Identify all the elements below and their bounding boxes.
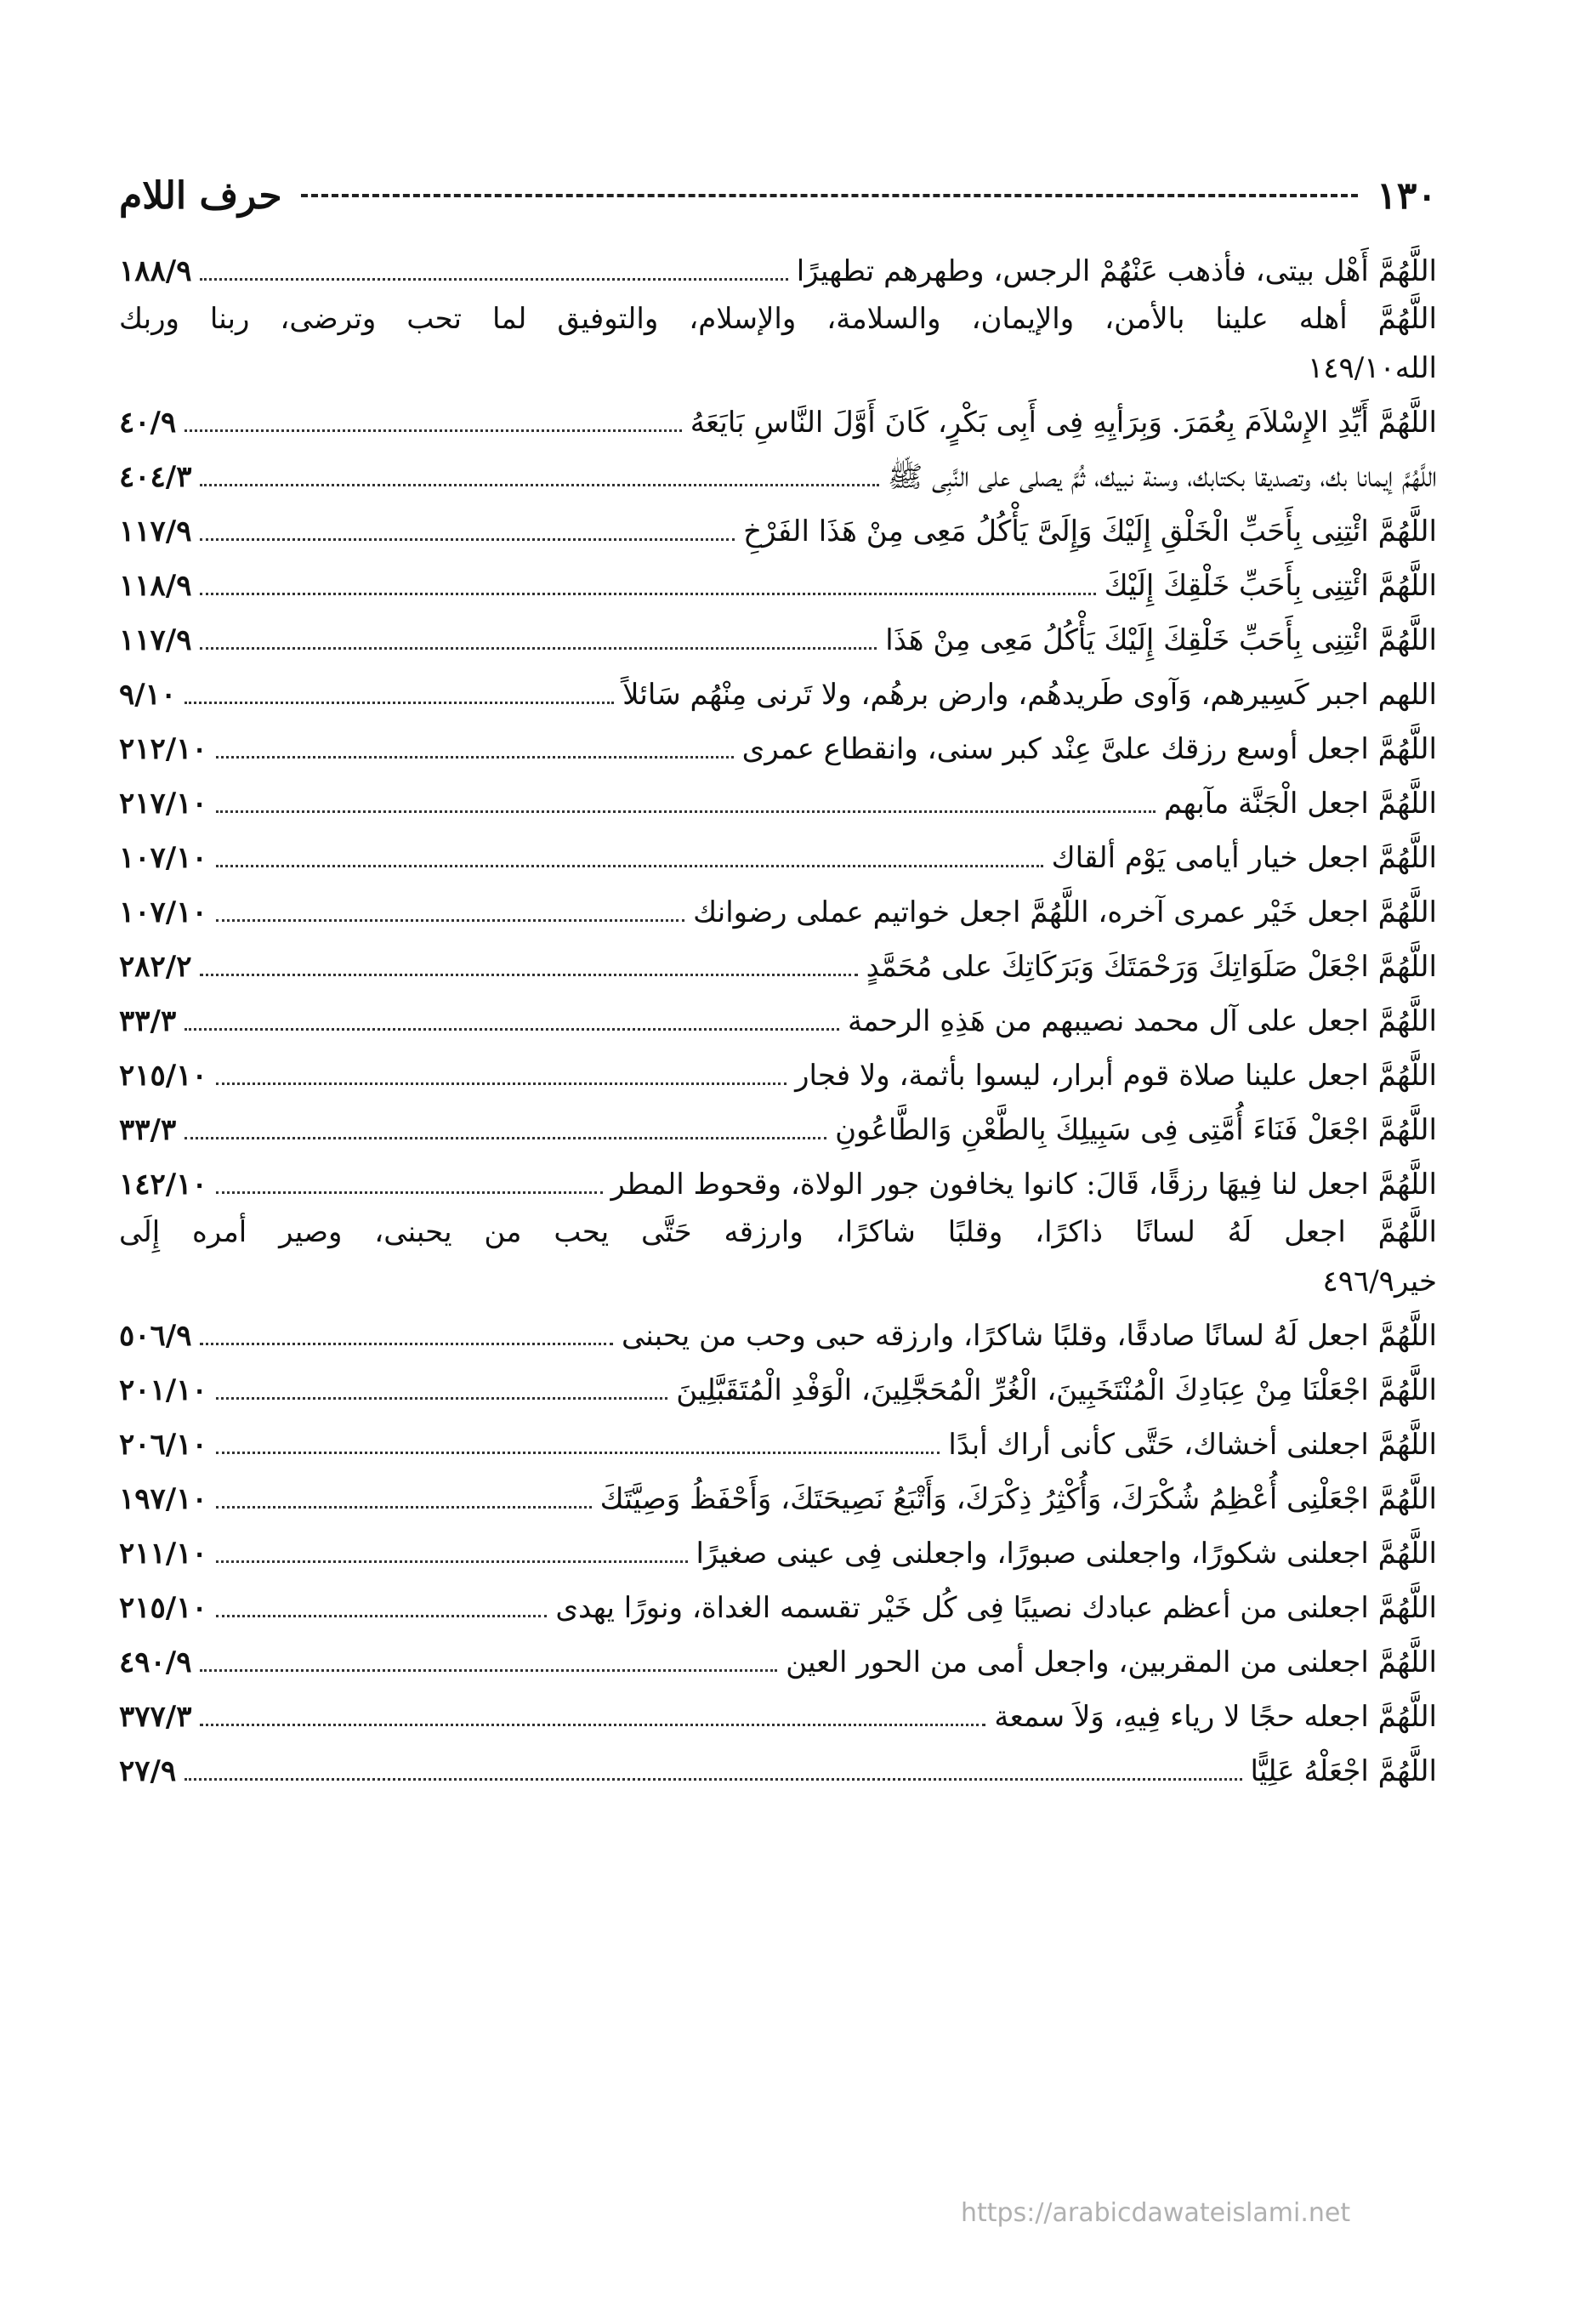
index-entry — [119, 1692, 1437, 1735]
entry-reference: ١١٧/٩ — [119, 623, 192, 657]
page-header — [119, 162, 1437, 230]
entry-reference: ١١٨/٩ — [119, 569, 192, 603]
dotted-leader — [200, 647, 877, 650]
entry-text: اللَّهُمَّ اجْعَلْنَا مِنْ عِبَادِكَ الْمُنْتَخَبِينَ، الْغُرِّ الْمُحَجَّلِينَ، الْوَفْدِ الْمُتَقَبَّلِينَ — [676, 1373, 1437, 1407]
entry-reference: ٢١٥/١٠ — [119, 1591, 207, 1625]
index-entry — [119, 301, 1437, 386]
entry-reference: ٢١٥/١٠ — [119, 1059, 207, 1093]
index-entry — [119, 1529, 1437, 1571]
index-entry — [119, 1051, 1437, 1094]
dotted-leader — [200, 1343, 613, 1345]
entry-text: اللَّهُمَّ اجْعَلْ فَنَاءَ أُمَّتِى فِى سَبِيلِكَ بِالطَّعْنِ وَالطَّاعُونِ — [835, 1113, 1437, 1147]
index-entry — [119, 779, 1437, 821]
entry-text: اللَّهُمَّ أَهْل بيتى، فأذهب عَنْهُمْ الرجس، وطهرهم تطهيرًا — [796, 254, 1437, 288]
entry-text: اللَّهُمَّ ائْتِنِى بِأَحَبِّ خَلْقِكَ إِلَيْكَ يَأْكُلُ مَعِى مِنْ هَذَا — [885, 623, 1437, 657]
index-entry — [119, 1583, 1437, 1626]
entry-reference: ١٨٨/٩ — [119, 254, 192, 288]
index-entry — [119, 561, 1437, 604]
entry-continuation: خير — [1394, 1264, 1437, 1298]
entry-text: اللَّهُمَّ اجعل الْجَنَّة مآبهم — [1164, 787, 1437, 821]
entry-text: اللَّهُمَّ إيمانا بك، وتصديقا بكتابك، وسنة نبيك، ثُمَّ يصلى على النَّبِى ﷺ — [888, 460, 1437, 494]
index-entry — [119, 1475, 1437, 1517]
index-entry — [119, 616, 1437, 658]
dotted-leader — [216, 1506, 592, 1509]
entry-reference: ٢١١/١٠ — [119, 1537, 207, 1571]
entry-reference: ١٤٢/١٠ — [119, 1168, 207, 1202]
index-entry — [119, 888, 1437, 930]
entry-reference: ٤٩٠/٩ — [119, 1645, 192, 1679]
entry-reference: ٩/١٠ — [119, 678, 177, 712]
index-entry — [119, 942, 1437, 985]
entry-text: اللَّهُمَّ اجْعَلْنِى أُعْظِمُ شُكْرَكَ، وَأُكْثِرُ ذِكْرَكَ، وَأَتْبَعُ نَصِيحَتَكَ، وَأَحْفَظُ وَصِيَّتَكَ — [599, 1482, 1437, 1516]
entry-reference: ٥٠٦/٩ — [119, 1319, 192, 1353]
entry-reference: ٢١٧/١٠ — [119, 787, 207, 821]
entry-reference: ٣٧٧/٣ — [119, 1700, 192, 1734]
index-entry — [119, 1420, 1437, 1463]
entry-text: اللَّهُمَّ أَيِّدِ الإِسْلاَمَ بِعُمَرَ. وَبِرَأيِهِ فِى أَبِى بَكْرٍ، كَانَ أَوَّلَ النَّاسِ بَايَعَهُ — [690, 406, 1437, 440]
entry-text: اللهم اجبر كَسِيرهم، وَآوى طَريدهُم، وارض برهُم، ولا تَرنى مِنْهُم سَائلاً — [622, 678, 1437, 712]
entry-text: اللَّهُمَّ اجْعَلْ صَلَوَاتِكَ وَرَحْمَتَكَ وَبَرَكَاتِكَ على مُحَمَّدٍ — [866, 950, 1437, 984]
entry-reference: ٣٣/٣ — [119, 1113, 177, 1147]
dotted-leader — [185, 1028, 839, 1031]
entry-reference: ١٠٧/١٠ — [119, 841, 207, 875]
section-title: حرف اللام — [119, 173, 282, 218]
dotted-leader — [200, 1724, 985, 1726]
entry-reference: ١٤٩/١٠ — [1307, 351, 1395, 385]
entry-text: اللَّهُمَّ اجعلنى شكورًا، واجعلنى صبورًا، واجعلنى فِى عينى صغيرًا — [696, 1537, 1437, 1571]
index-entry — [119, 1160, 1437, 1202]
watermark-url: https://arabicdawateislami.net — [961, 2198, 1351, 2228]
dotted-leader — [216, 865, 1043, 867]
entry-text: اللَّهُمَّ أهله علينا بالأمن، والإيمان، والسلامة، والإسلام، والتوفيق لما تحب وترضى، ربنا وربك — [119, 302, 1437, 336]
index-entry — [119, 997, 1437, 1039]
dotted-leader — [200, 1669, 777, 1672]
entry-text: اللَّهُمَّ اجعل خَيْر عمرى آخره، اللَّهُمَّ اجعل خواتيم عملى رضوانك — [693, 895, 1437, 929]
entry-reference: ١١٧/٩ — [119, 514, 192, 548]
dotted-leader — [200, 974, 857, 976]
index-entry — [119, 670, 1437, 713]
entry-text: اللَّهُمَّ ائْتِنِى بِأَحَبِّ الْخَلْقِ إِلَيْكَ وَإِلَىَّ يَأْكُلُ مَعِى مِنْ هَذَا الفَرْخِ — [743, 514, 1437, 548]
dotted-leader — [200, 278, 787, 281]
dotted-leader — [216, 1615, 548, 1617]
index-entry — [119, 1214, 1437, 1299]
dotted-leader — [200, 538, 735, 541]
dotted-leader — [185, 1137, 826, 1139]
index-entry — [119, 247, 1437, 289]
entry-text: اللَّهُمَّ اجعلنى من المقربين، واجعل أمى من الحور العين — [786, 1645, 1437, 1679]
dotted-leader — [216, 1560, 688, 1563]
dotted-leader — [216, 1191, 603, 1194]
entry-continuation: الله — [1394, 351, 1437, 385]
entry-text: اللَّهُمَّ اجْعَلْهُ عَلِيًّا — [1250, 1754, 1437, 1788]
index-entry — [119, 1638, 1437, 1680]
dotted-leader — [185, 429, 682, 432]
dotted-leader — [200, 484, 879, 486]
entry-reference: ٢٠٦/١٠ — [119, 1428, 207, 1462]
dotted-leader — [216, 919, 684, 922]
entry-text: اللَّهُمَّ اجعل علينا صلاة قوم أبرار، ليسوا بأثمة، ولا فجار — [795, 1059, 1437, 1093]
entry-reference: ٢٠١/١٠ — [119, 1373, 207, 1407]
entry-reference: ١٩٧/١٠ — [119, 1482, 207, 1516]
index-entry — [119, 724, 1437, 767]
index-entry — [119, 1747, 1437, 1789]
entry-text: اللَّهُمَّ اجعل لَهُ لسانًا صادقًا، وقلبًا شاكرًا، وارزقه حبى وحب من يحبنى — [621, 1319, 1437, 1353]
book-page — [119, 162, 1437, 1801]
entry-text: اللَّهُمَّ اجعل خيار أيامى يَوْم ألقاك — [1051, 841, 1437, 875]
entry-reference: ٢٧/٩ — [119, 1754, 177, 1788]
header-dashed-rule — [301, 194, 1359, 197]
dotted-leader — [200, 593, 1095, 595]
index-entry — [119, 1366, 1437, 1408]
dotted-leader — [216, 1452, 940, 1454]
entry-reference: ٢١٢/١٠ — [119, 732, 207, 766]
entry-reference: ١٠٧/١٠ — [119, 895, 207, 929]
index-entry — [119, 398, 1437, 440]
dotted-leader — [185, 702, 614, 704]
index-entry — [119, 1311, 1437, 1354]
entry-text: اللَّهُمَّ اجعله حجًا لا رياء فِيهِ، وَلاَ سمعة — [994, 1700, 1437, 1734]
entry-text: اللَّهُمَّ اجعلنى من أعظم عبادك نصيبًا فِى كُل خَيْر تقسمه الغداة، ونورًا يهدى — [555, 1591, 1437, 1625]
dotted-leader — [185, 1778, 1241, 1781]
entry-text: اللَّهُمَّ اجعل أوسع رزقك علىَّ عِنْد كبر سنى، وانقطاع عمرى — [741, 732, 1437, 766]
entry-text: اللَّهُمَّ اجعل لنا فِيهَا رزقًا، قَالَ: كانوا يخافون جور الولاة، وقحوط المطر — [610, 1168, 1437, 1202]
dotted-leader — [216, 1082, 786, 1085]
index-entry — [119, 452, 1437, 495]
entry-text: اللَّهُمَّ اجعلنى أخشاك، حَتَّى كأنى أراك أبدًا — [948, 1428, 1437, 1462]
entry-text: اللَّهُمَّ اجعل على آل محمد نصيبهم من هَذِهِ الرحمة — [847, 1004, 1437, 1038]
index-entry — [119, 507, 1437, 549]
entry-text: اللَّهُمَّ ائْتِنِى بِأَحَبِّ خَلْقِكَ إِلَيْكَ — [1104, 569, 1437, 603]
dotted-leader — [216, 756, 734, 759]
index-entry — [119, 833, 1437, 876]
page-number: ١٣٠ — [1377, 173, 1437, 218]
entry-reference: ٤٠/٩ — [119, 406, 177, 440]
entry-reference: ٤٩٦/٩ — [1322, 1264, 1394, 1298]
entry-text: اللَّهُمَّ اجعل لَهُ لسانًا ذاكرًا، وقلبًا شاكرًا، وارزقه حَتَّى يحب من يحبنى، وصير أمره إِلَى — [119, 1215, 1437, 1249]
entry-reference: ٢٨٢/٢ — [119, 950, 192, 984]
dotted-leader — [216, 810, 1156, 813]
index-entry — [119, 1105, 1437, 1148]
entry-reference: ٣٣/٣ — [119, 1004, 177, 1038]
index-entries — [119, 247, 1437, 1789]
dotted-leader — [216, 1397, 667, 1400]
entry-reference: ٤٠٤/٣ — [119, 460, 192, 494]
